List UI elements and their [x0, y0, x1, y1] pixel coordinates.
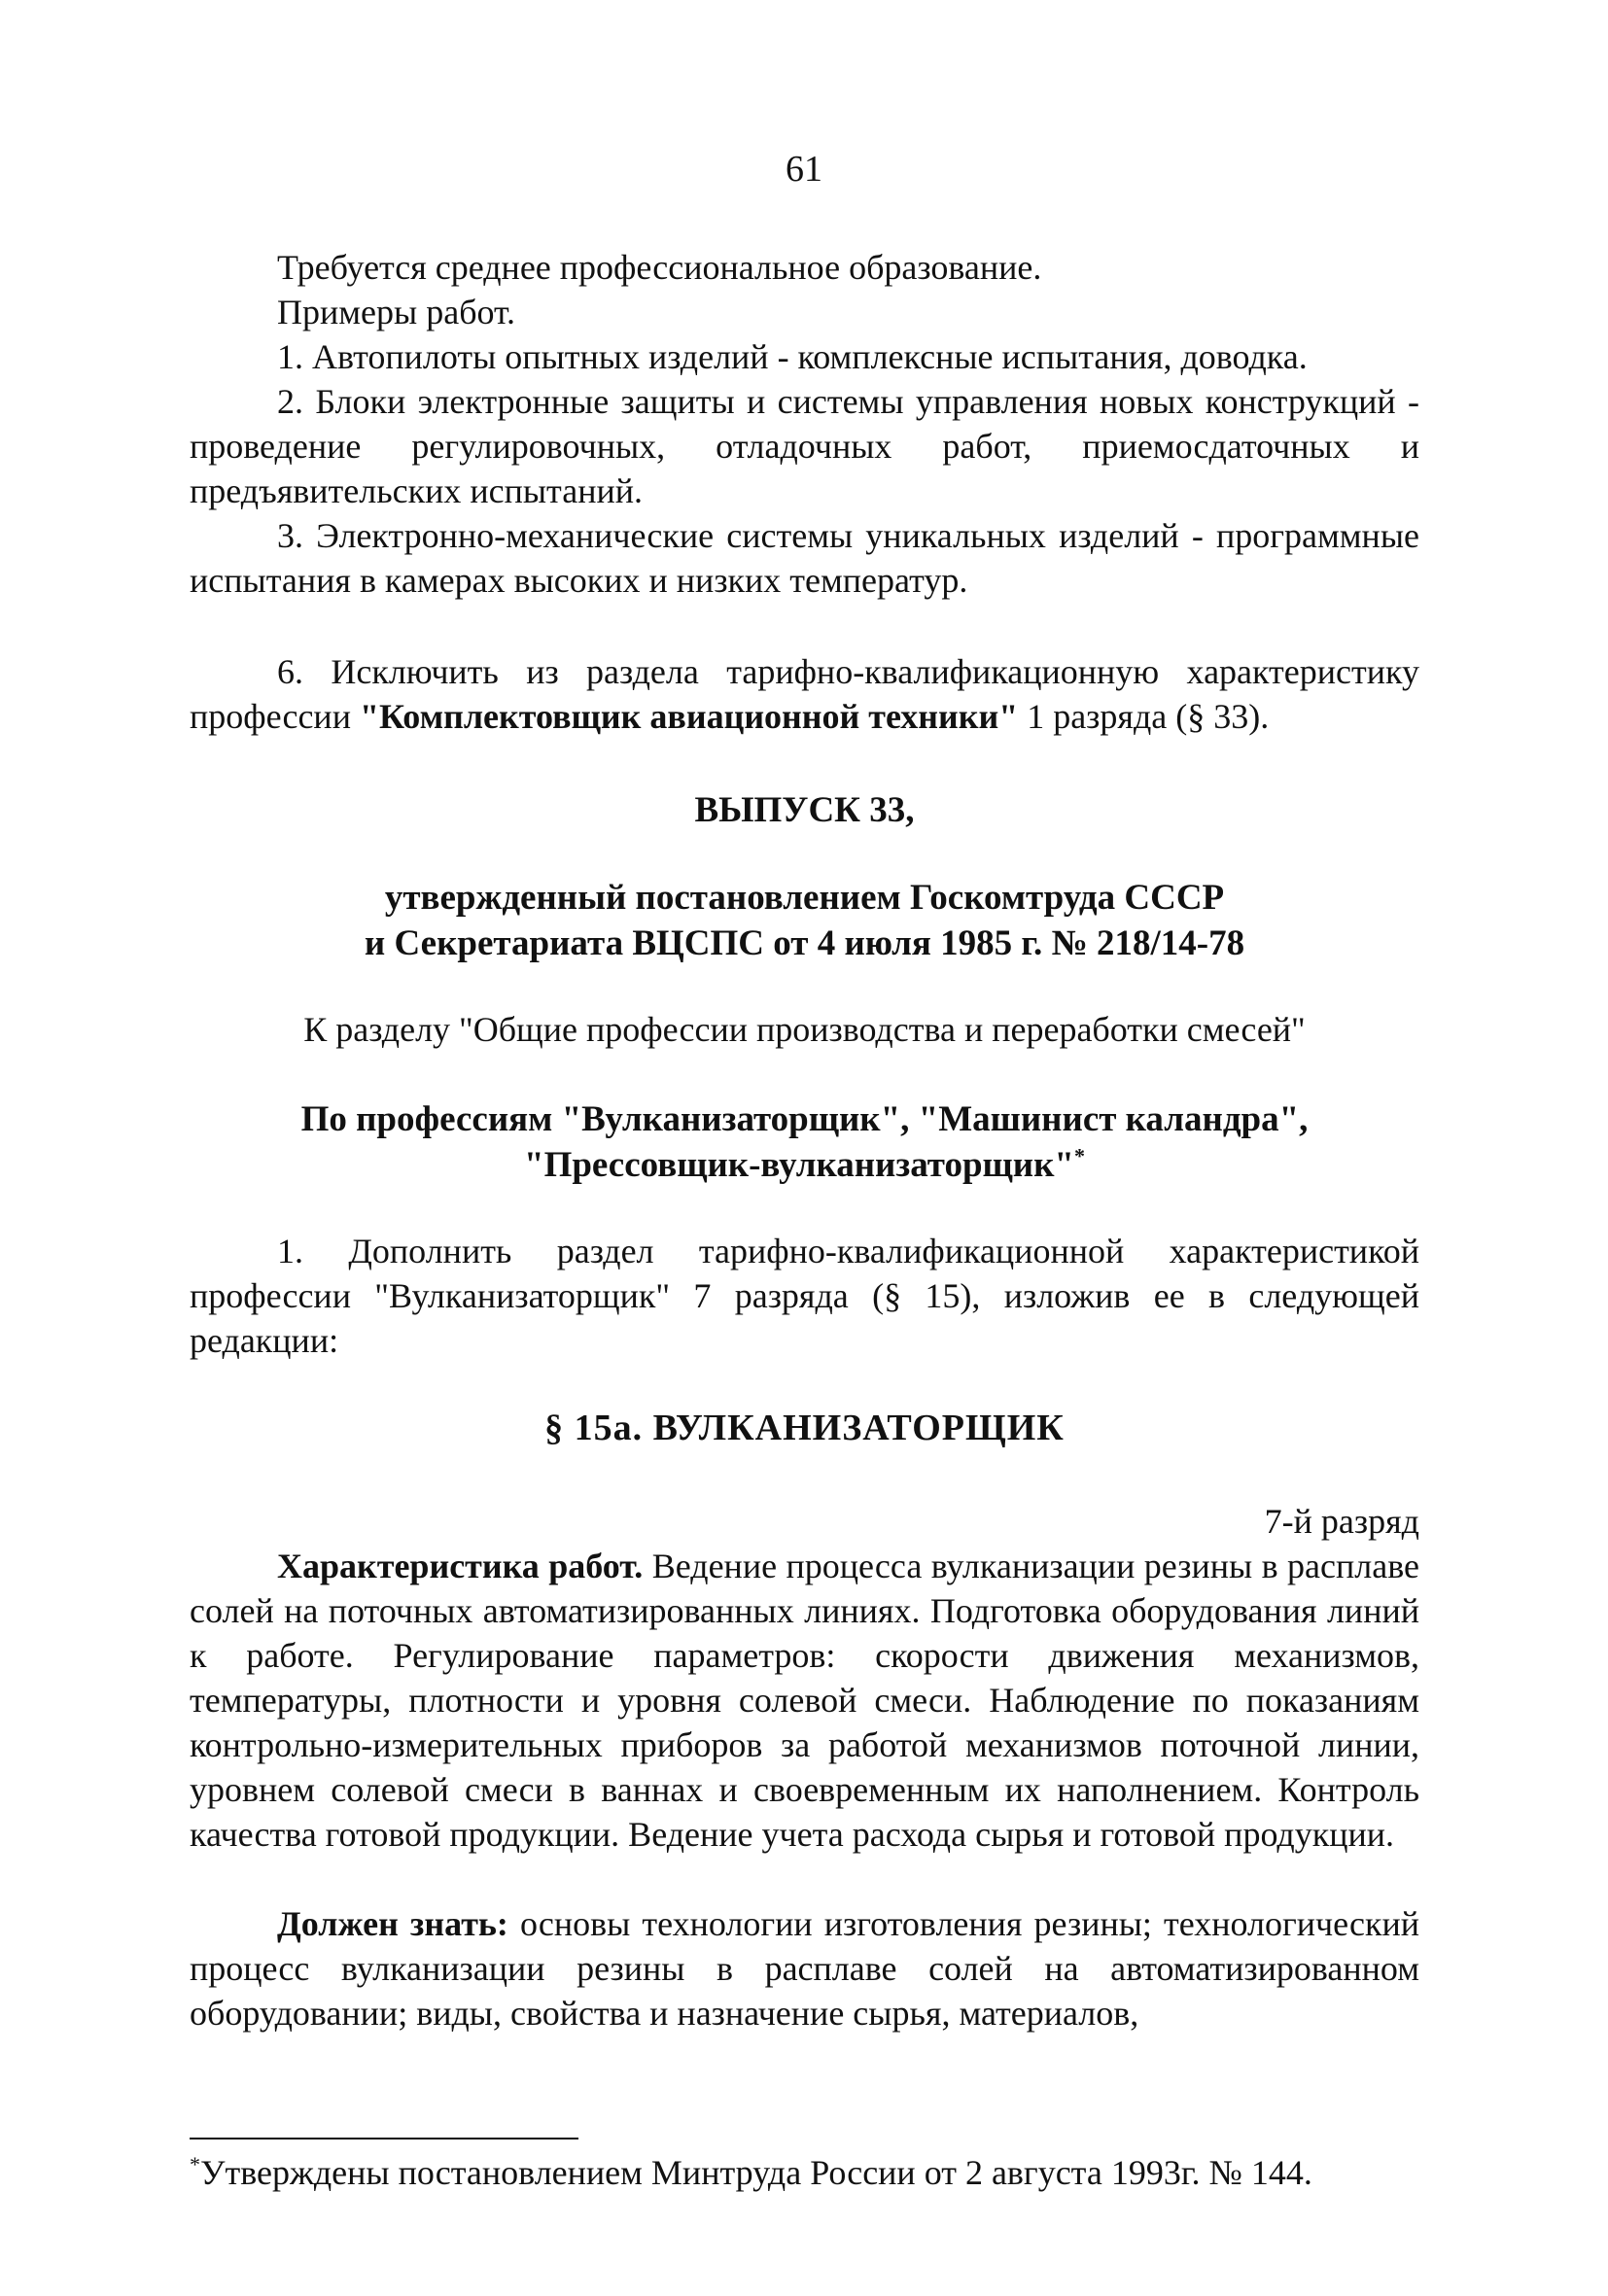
footnote-divider [190, 2138, 578, 2139]
must-know-label: Должен знать: [277, 1904, 508, 1943]
page-number: 61 [786, 149, 822, 190]
characteristics-text: Ведение процесса вулканизации резины в расплаве солей на поточных автоматизированных линиях. Подготовка оборудования линий к работе. Регулирование параметров: скорости движения механизмов, температуры, плотности и уровня солевой смеси. Наблюдение по показаниям контрольно-измерительных приборов за работой механизмов поточной линии, уровнем солевой смеси в ваннах и своевременным их наполнением. Контроль качества готовой продукции. Ведение учета расхода сырья и готовой продукции. [190, 1547, 1419, 1854]
issue-title: ВЫПУСК 33, [694, 790, 915, 830]
item-1 [190, 1229, 1419, 1363]
education-requirement: Требуется среднее профессиональное образование. [277, 248, 1042, 287]
item-6-suffix: 1 разряда (§ 33). [1018, 697, 1270, 736]
must-know-paragraph [190, 1901, 1419, 2035]
footnote-mark: * [190, 2152, 200, 2176]
issue-approval-line-2: и Секретариата ВЦСПС от 4 июля 1985 г. № 218/14-78 [364, 923, 1245, 963]
issue-approval [190, 875, 1419, 966]
example-item: 3. Электронно-механические системы уникальных изделий - программные испытания в камерах высоких и низких температур. [190, 516, 1419, 600]
professions-heading [190, 1096, 1419, 1188]
characteristics-label: Характеристика работ. [277, 1547, 644, 1585]
footnote [190, 2150, 1419, 2195]
professions-heading-line-2-text: "Прессовщик-вулканизаторщик" [524, 1145, 1074, 1185]
characteristics-paragraph [190, 1544, 1419, 1857]
characteristics [190, 1544, 1419, 1857]
must-know [190, 1901, 1419, 2035]
paragraph-heading-text: § 15а. ВУЛКАНИЗАТОРЩИК [544, 1408, 1065, 1448]
item-1-paragraph: 1. Дополнить раздел тарифно-квалификационной характеристикой профессии "Вулканизаторщик" 7 разряда (§ 15), изложив ее в следующей редакции: [190, 1232, 1419, 1360]
professions-heading-line-2 [190, 1142, 1419, 1188]
issue-approval-line-1: утвержденный постановлением Госкомтруда СССР [384, 878, 1225, 918]
must-know-text: основы технологии изготовления резины; технологический процесс вулканизации резины в расплаве солей на автоматизированном оборудовании; виды, свойства и назначение сырья, материалов, [190, 1904, 1419, 2033]
grade [190, 1499, 1419, 1544]
example-item: 2. Блоки электронные защиты и системы управления новых конструкций - проведение регулировочных, отладочных работ, приемосдаточных и предъявительских испытаний. [190, 382, 1419, 510]
paragraph-heading [190, 1406, 1419, 1450]
item-6-paragraph [190, 649, 1419, 739]
item-6-profession: "Комплектовщик авиационной техники" [359, 697, 1019, 736]
item-6 [190, 649, 1419, 739]
footnote-mark: * [1073, 1143, 1085, 1168]
grade-text: 7-й разряд [1264, 1502, 1419, 1541]
footnote-text: Утверждены постановлением Минтруда России от 2 августа 1993г. № 144. [200, 2153, 1312, 2192]
example-item: 1. Автопилоты опытных изделий - комплексные испытания, доводка. [277, 337, 1308, 376]
section-reference [190, 1007, 1419, 1052]
professions-heading-line-1: По профессиям "Вулканизаторщик", "Машинист каландра", [300, 1099, 1309, 1139]
item-6-prefix: 6. Исключить из раздела тарифно-квалификационную характеристику профессии [190, 652, 1419, 736]
issue-heading [190, 787, 1419, 833]
section-reference-text: К разделу "Общие профессии производства и переработки смесей" [303, 1010, 1306, 1049]
examples-title: Примеры работ. [277, 293, 516, 331]
previous-section-end [190, 245, 1419, 603]
